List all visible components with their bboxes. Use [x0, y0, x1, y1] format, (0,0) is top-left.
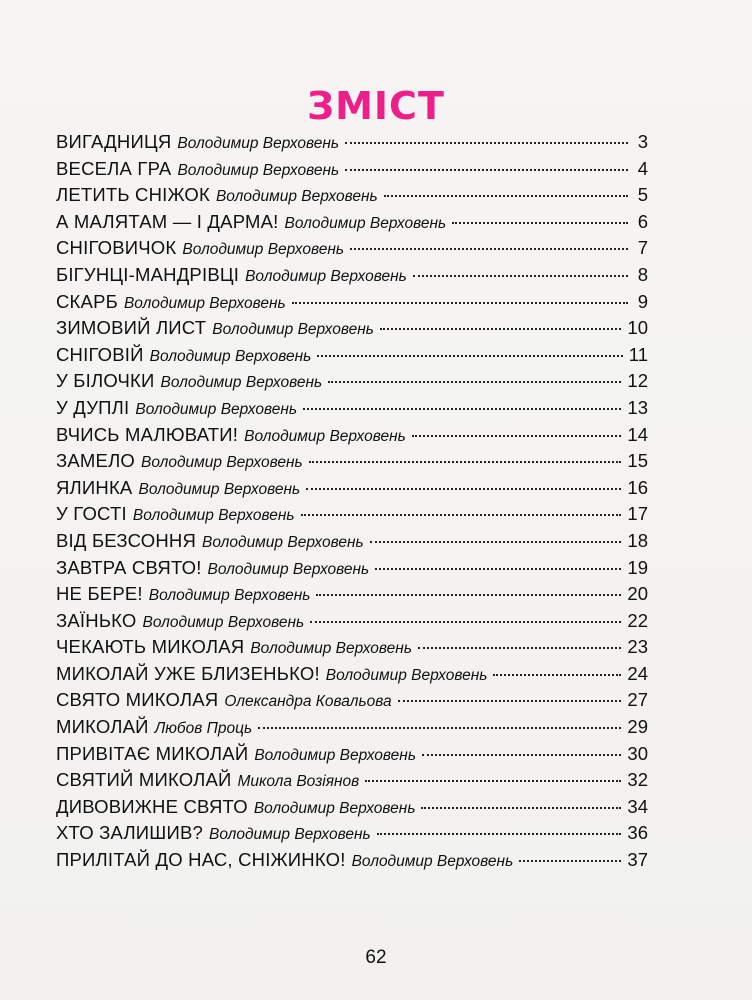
toc-entry-title: СВЯТО МИКОЛАЯ	[56, 689, 219, 711]
toc-entry-title: ЗАЇНЬКО	[56, 609, 137, 631]
dot-leader	[328, 363, 621, 383]
dot-leader	[370, 523, 622, 543]
dot-leader	[317, 337, 623, 357]
toc-entry-page: 11	[628, 343, 648, 365]
toc-entry-title: А МАЛЯТАМ — І ДАРМА!	[56, 210, 279, 232]
toc-entry-title: ПРИЛІТАЙ ДО НАС, СНІЖИНКО!	[56, 849, 346, 871]
toc-entry-title: У ДУПЛІ	[56, 396, 130, 418]
toc-entry-title: ВІД БЕЗСОННЯ	[56, 529, 197, 551]
toc-entry-page: 3	[637, 131, 648, 152]
toc-entry-page: 15	[627, 450, 648, 472]
dot-leader	[345, 151, 628, 171]
toc-entry-author: Володимир Верховень	[142, 613, 305, 631]
toc-entry-title: СКАРБ	[56, 290, 118, 312]
toc-entry-page: 8	[637, 263, 648, 285]
page-title: ЗМІСТ	[307, 84, 445, 128]
dot-leader	[303, 390, 621, 410]
toc-entry-author: Володимир Верховень	[215, 188, 378, 206]
toc-entry-page: 23	[627, 636, 648, 658]
toc-entry-title: ПРИВІТАЄ МИКОЛАЙ	[56, 742, 249, 764]
dot-leader	[398, 682, 622, 702]
dot-leader	[316, 576, 621, 596]
dot-leader	[309, 443, 622, 463]
toc-entry-title: ЗАМЕЛО	[56, 450, 135, 472]
toc-entry-author: Володимир Верховень	[138, 480, 301, 498]
toc-entry-author: Володимир Верховень	[141, 454, 303, 472]
toc-entry-author: Володимир Верховень	[250, 640, 412, 658]
toc-entry-title: МИКОЛАЙ	[56, 716, 149, 738]
toc-entry-title: ВЧИСЬ МАЛЮВАТИ!	[56, 423, 239, 445]
toc-entry-title: ЗАВТРА СВЯТО!	[56, 556, 202, 578]
toc-entry-page: 22	[627, 609, 648, 631]
toc-entry-author: Володимир Верховень	[254, 746, 416, 764]
toc-entry-author: Володимир Верховень	[244, 427, 406, 445]
toc-entry-title: СНІГОВІЙ	[56, 343, 144, 365]
toc-entry-title: ЯЛИНКА	[56, 476, 133, 498]
toc-entry-title: МИКОЛАЙ УЖЕ БЛИЗЕНЬКО!	[56, 662, 320, 684]
dot-leader	[310, 603, 621, 623]
toc-entry-page: 24	[627, 662, 648, 684]
toc-entry-page: 9	[637, 290, 648, 312]
toc-entry-page: 37	[627, 849, 648, 871]
toc-entry-title: У ГОСТІ	[56, 503, 127, 525]
toc-entry-author: Володимир Верховень	[202, 533, 364, 551]
toc-entry-title: СНІГОВИЧОК	[56, 237, 177, 259]
toc-entry-title: ЛЕТИТЬ СНІЖОК	[56, 184, 210, 206]
toc-entry-title: БІГУНЦІ-МАНДРІВЦІ	[56, 263, 240, 285]
toc-entry-title: ВИГАДНИЦЯ	[56, 131, 172, 152]
dot-leader	[375, 550, 621, 570]
toc-entry-author: Володимир Верховень	[284, 214, 447, 232]
dot-leader	[377, 815, 622, 835]
toc-entry-page: 12	[627, 370, 648, 392]
toc-entry-author: Микола Возіянов	[237, 773, 360, 791]
toc-entry-page: 10	[627, 317, 648, 339]
dot-leader	[493, 656, 621, 676]
dot-leader	[452, 204, 628, 224]
toc-entry-author: Володимир Верховень	[212, 321, 374, 339]
toc-entry-page: 4	[637, 157, 648, 179]
dot-leader	[384, 177, 628, 197]
toc-entry	[56, 846, 648, 873]
toc-entry-page: 32	[627, 769, 648, 791]
toc-entry-author: Володимир Верховень	[253, 799, 416, 817]
toc-entry-author: Володимир Верховень	[351, 853, 514, 871]
dot-leader	[292, 284, 628, 304]
dot-leader	[418, 629, 621, 649]
toc-entry-author: Любов Проць	[154, 720, 253, 738]
dot-leader	[258, 709, 621, 729]
toc-entry-page: 30	[627, 742, 648, 764]
dot-leader	[301, 496, 622, 516]
toc-entry-page: 17	[627, 503, 648, 525]
toc-entry-title: ДИВОВИЖНЕ СВЯТО	[56, 795, 248, 817]
toc-entry-title: ВЕСЕЛА ГРА	[56, 157, 172, 179]
toc-entry-page: 20	[627, 583, 648, 605]
dot-leader	[345, 124, 628, 144]
toc-entry-page: 16	[627, 476, 648, 498]
toc-entry-title: СВЯТИЙ МИКОЛАЙ	[56, 769, 232, 791]
dot-leader	[306, 470, 621, 490]
toc-entry-author: Олександра Ковальова	[224, 693, 392, 711]
toc-entry-author: Володимир Верховень	[207, 560, 370, 578]
toc-entry-author: Володимир Верховень	[177, 161, 340, 179]
dot-leader	[519, 842, 621, 862]
toc-entry-title: У БІЛОЧКИ	[56, 370, 155, 392]
toc-entry-page: 27	[627, 689, 648, 711]
toc-entry-author: Володимир Верховень	[148, 587, 311, 605]
dot-leader	[412, 417, 622, 437]
toc-entry-author: Володимир Верховень	[160, 374, 323, 392]
toc-entry-page: 19	[627, 556, 648, 578]
toc-entry-page: 14	[627, 423, 648, 445]
toc-entry-author: Володимир Верховень	[208, 826, 371, 844]
toc-entry-page: 7	[637, 237, 648, 259]
page-number: 62	[365, 947, 387, 968]
toc-entry-author: Володимир Верховень	[135, 400, 298, 418]
toc-entry-page: 6	[637, 210, 648, 232]
toc-entry-page: 5	[637, 184, 648, 206]
dot-leader	[350, 230, 628, 250]
toc-entry-title: ЗИМОВИЙ ЛИСТ	[56, 317, 207, 339]
toc-entry-title: ЧЕКАЮТЬ МИКОЛАЯ	[56, 636, 245, 658]
toc-entry-title: ХТО ЗАЛИШИВ?	[56, 822, 203, 844]
toc-entry-page: 29	[627, 716, 648, 738]
dot-leader	[365, 762, 621, 782]
toc-entry-title: НЕ БЕРЕ!	[56, 583, 143, 605]
toc-entry-author: Володимир Верховень	[245, 267, 407, 285]
toc-entry-page: 18	[627, 529, 648, 551]
toc-entry-page: 13	[627, 396, 648, 418]
toc-entry-author: Володимир Верховень	[123, 294, 286, 312]
toc-entry-author: Володимир Верховень	[182, 241, 345, 259]
toc-entry-page: 36	[627, 822, 648, 844]
toc-entry-author: Володимир Верховень	[325, 666, 488, 684]
toc-entry-author: Володимир Верховень	[132, 507, 295, 525]
table-of-contents	[56, 128, 648, 873]
dot-leader	[413, 257, 628, 277]
toc-entry-author: Володимир Верховень	[149, 347, 312, 365]
dot-leader	[380, 310, 622, 330]
dot-leader	[421, 789, 621, 809]
dot-leader	[422, 736, 621, 756]
toc-entry-author: Володимир Верховень	[177, 135, 340, 152]
toc-entry-page: 34	[627, 795, 648, 817]
